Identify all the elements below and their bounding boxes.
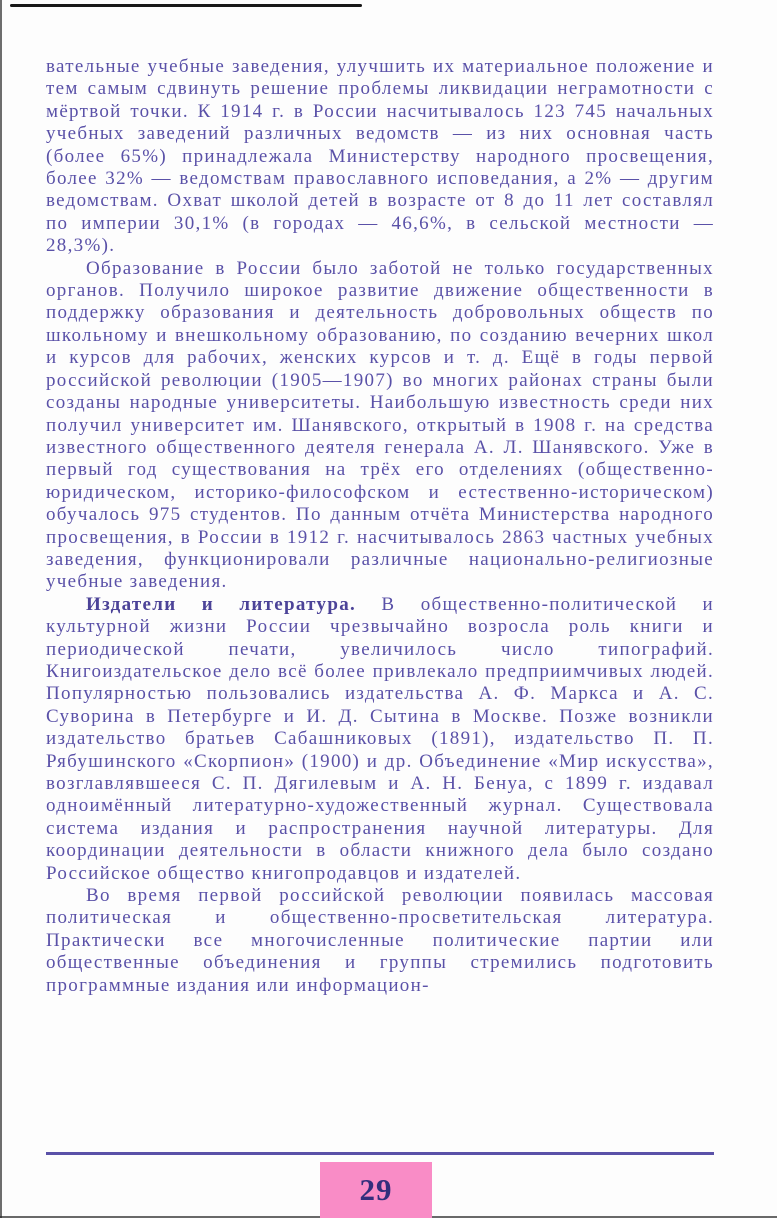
paragraph-public-education [46,258,714,594]
page-number-tab [320,1162,432,1218]
paragraph-education-stats [46,56,714,258]
page-number: 29 [359,1172,393,1207]
paragraph-lead-bold: Издатели и литература. [86,593,357,615]
scan-artifact-left-edge [0,0,2,1218]
scan-artifact-top-edge [10,4,362,7]
paragraph-text: Образование в России было заботой не только государственных органов. Получило широкое развитие движение общественности в поддержку образования и деятельность добровольных обществ по школьному и внешкольному образованию, по созданию вечерних школ и курсов для рабочих, женских курсов и т. д. Ещё в годы первой российской революции (1905—1907) во многих районах страны были созданы народные университеты. Наибольшую известность среди них получил университет им. Шанявского, открытый в 1908 г. на средства известного общественного деятеля генерала А. Л. Шанявского. Уже в первый год существования на трёх его отделениях (общественно-юридическом, историко-философском и естественно-историческом) обучалось 975 студентов. По данным отчёта Министерства народного просвещения, в России в 1912 г. насчитывалось 2863 частных учебных заведения, функционировали различные национально-религиозные учебные заведения. [46,257,714,593]
paragraph-text: В общественно-политической и культурной жизни России чрезвычайно возросла роль книги и периодической печати, увеличилось число типографий. Книгоиздательское дело всё более привлекало предприимчивых людей. Популярностью пользовались издательства А. Ф. Маркса и А. С. Суворина в Петербурге и И. Д. Сытина в Москве. Позже возникли издательство братьев Сабашниковых (1891), издательство П. П. Рябушинского «Скорпион» (1900) и др. Объединение «Мир искусства», возглавлявшееся С. П. Дягилевым и А. Н. Бенуа, с 1899 г. издавал одноимённый литературно-художественный журнал. Существовала система издания и распространения научной литературы. Для координации деятельности в области книжного дела было создано Российское общество книгопродавцов и издателей. [46,593,714,884]
paragraph-publishers-literature [46,594,714,885]
paragraph-text: Во время первой российской революции появилась массовая политическая и общественно-просветительская литература. Практически все многочисленные политические партии или общественные объединения и группы стремились подготовить программные издания или информацион- [46,885,714,996]
paragraph-revolution-literature [46,885,714,997]
paragraph-text: вательные учебные заведения, улучшить их материальное положение и тем самым сдвинуть решение проблемы ликвидации неграмотности с мёртвой точки. К 1914 г. в России насчитывалось 123 745 начальных учебных заведений различных ведомств — из них основная часть (более 65%) принадлежала Министерству народного просвещения, более 32% — ведомствам православного исповедания, а 2% — другим ведомствам. Охват школой детей в возрасте от 8 до 11 лет составлял по империи 30,1% (в городах — 46,6%, в сельской местности — 28,3%). [46,56,714,257]
body-text-block [46,56,714,997]
footer-rule [46,1152,714,1155]
